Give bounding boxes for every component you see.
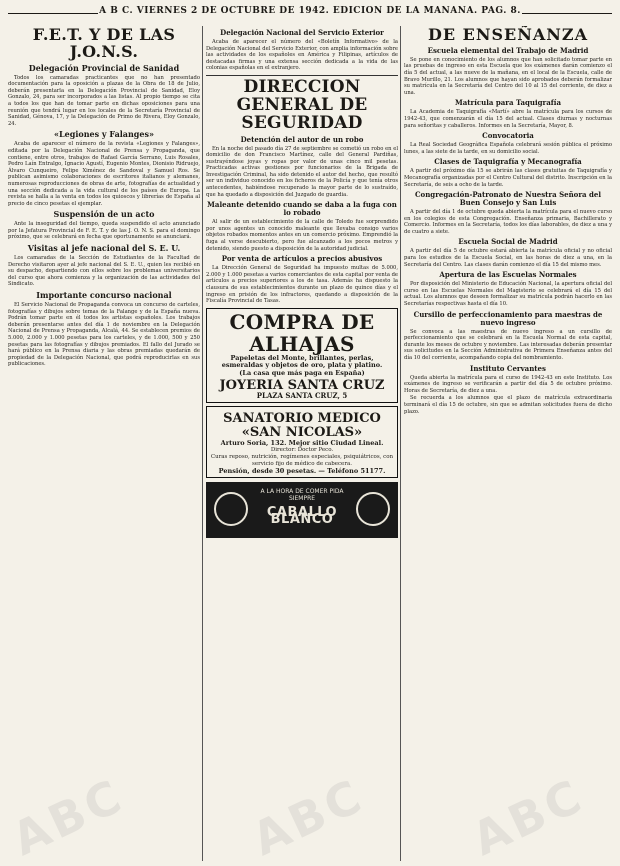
article-heading: Apertura de las Escuelas Normales xyxy=(439,270,577,280)
ad-sanatorium-name: SANATORIO MEDICO «SAN NICOLAS» xyxy=(223,410,381,440)
article-heading: Clases de Taquigrafía y Mecanografía xyxy=(434,157,582,167)
article-body: El Servicio Nacional de Propaganda convoca un concurso de carteles, fotografías y dibujos sobre temas de la Falange y de la España nueva. Podrán tomar parte en él todos los artistas españoles. Los trabajos deberán presentarse antes del día 1 de noviembre en la Delegación Nacional de Prensa y Propaganda, Alcalá, 44. Se establecen premios de 5.000, 2.000 y 1.000 pesetas para los carteles, y de 1.000, 500 y 250 pesetas para las fotografías y dibujos premiados. El fallo del Jurado se hará público en la Prensa diaria y las obras premiadas quedarán de propiedad de la Delegación Nacional, que podrá reproducirlas en sus publicaciones. xyxy=(8,302,200,368)
article-heading: Instituto Cervantes xyxy=(470,363,546,373)
ad-brand: CABALLO BLANCO xyxy=(266,505,338,527)
column-left xyxy=(8,26,200,861)
article-heading: Congregación-Patronato de Nuestra Señora del Buen Consejo y San Luis xyxy=(414,190,602,208)
article-body: Se recuerda a los alumnos que el plazo de matrícula extraordinaria terminará el día 15 de octubre, sin que se admitan solicitudes fuera de dicho plazo. xyxy=(404,395,612,415)
article-heading: Detención del autor de un robo xyxy=(240,134,364,144)
ad-tagline: (La casa que más paga en España) xyxy=(239,368,365,377)
article-heading: «Legiones y Falanges» xyxy=(54,129,154,140)
ad-description: Curas reposo, nutrición, regímenes especiales, psiquiátricos, con servicio fijo de médico de cabecera. xyxy=(210,454,394,467)
watermark: ABC xyxy=(464,767,593,866)
header-rule-right xyxy=(522,13,612,14)
advertisement-jewelry xyxy=(206,308,398,403)
ad-store-name: JOYERIA SANTA CRUZ xyxy=(219,378,385,394)
advertisement-sanatorium xyxy=(206,406,398,478)
article-heading: Escuela Social de Madrid xyxy=(458,237,558,247)
column-divider xyxy=(400,26,401,861)
article-heading: Delegación Nacional del Servicio Exterior xyxy=(220,28,384,37)
article-heading: Maleante detenido cuando se daba a la fuga con lo robado xyxy=(207,200,397,218)
article-heading: Escuela elemental del Trabajo de Madrid xyxy=(427,45,589,55)
article-body: Acaba de aparecer el número del «Boletín Informativo» de la Delegación Nacional del Servicio Exterior, con amplia información sobre las actividades de los españoles en América y Filipinas, artículos de destacadas firmas y una extensa sección dedicada a la vida de las colonias españolas en el extranjero. xyxy=(206,39,398,72)
column-right xyxy=(404,26,612,861)
article-heading: Visitas al jefe nacional del S. E. U. xyxy=(27,243,181,254)
article-heading: Por venta de artículos a precios abusivos xyxy=(221,254,383,264)
article-body: Queda abierta la matrícula para el curso de 1942-43 en este Instituto. Los exámenes de ingreso se verificarán a partir del día 5 de octubre próximo. Horas de Secretaría, de diez a una. xyxy=(404,374,612,394)
article-heading: Cursillo de perfeccionamiento para maestras de nuevo ingreso xyxy=(413,309,603,327)
article-body: Todos los camaradas practicantes que no han presentado documentación para la oposición a plazas de la Obra de 18 de Julio, deberán presentarla en la Delegación Provincial de Sanidad, Eloy Gonzalo, 24, para ser incorporados a las listas. Al propio tiempo se cita a todos los que han de tomar parte en dichas oposiciones para una reunión que tendrá lugar en los locales de la Secretaría Provincial de Sanidad, Génova, 17, y la Delegación de Primo de Rivera, Eloy Gonzalo, 24. xyxy=(8,74,200,127)
article-body: Los camaradas de la Sección de Estudiantes de la Facultad de Derecho visitaron ayer al jefe nacional del S. E. U., quien les recibió en su despacho, departiendo con ellos sobre los problemas universitarios del curso que ahora comienza y la organización de las actividades del Sindicato. xyxy=(8,255,200,288)
article-body: A partir del día 5 de octubre estará abierta la matrícula oficial y no oficial para los estudios de la Escuela Social, en las horas de diez a una, en la Secretaría del Centro. Las clases darán comienzo el día 15 del mismo mes. xyxy=(404,248,612,268)
article-body: Por disposición del Ministerio de Educación Nacional, la apertura oficial del curso en las Escuelas Normales del Magisterio se celebrará el día 15 del actual. Los alumnos que deseen formalizar su matrícula podrán hacerlo en las Secretarías respectivas hasta el día 10. xyxy=(404,281,612,308)
ad-slogan: A LA HORA DE COMER PIDA SIEMPRE xyxy=(260,488,344,503)
watermark: ABC xyxy=(244,767,373,866)
article-heading: Delegación Provincial de Sanidad xyxy=(28,62,180,73)
article-heading: Matrícula para Taquigrafía xyxy=(455,98,561,108)
watermark: ABC xyxy=(4,767,133,866)
section-title-ensenanza: DE ENSEÑANZA xyxy=(428,26,588,44)
ad-address: PLAZA SANTA CRUZ, 5 xyxy=(256,391,348,401)
column-divider xyxy=(202,26,203,861)
article-body: Acaba de aparecer el número de la revista «Legiones y Falanges», editada por la Delegación Nacional de Prensa y Propaganda, que contiene, entre otros, trabajos de Rafael García Serrano, Luis Rosales, Pedro Laín Entralgo, Ignacio Agustí, Eugenio Montes, Dionisio Ridruejo, Álvaro Cunqueiro, Felipe Ximénez de Sandoval y Samuel Ros. Se publican asimismo colaboraciones de escritores italianos y alemanes, numerosas reproducciones de obras de arte, fotografías de actualidad y una sección dedicada a la vida cultural de los países de Europa. La revista se halla a la venta en todos los quioscos y librerías de España al precio de cinco pesetas el ejemplar. xyxy=(8,141,200,207)
page-header xyxy=(0,6,620,20)
article-body: Se convoca a las maestras de nuevo ingreso a un cursillo de perfeccionamiento que se celebrará en la Escuela Normal de esta capital, durante los meses de octubre y noviembre. Las interesadas deberán presentar sus solicitudes en la Sección Administrativa de Primera Enseñanza antes del día 10 del corriente, acompañando copia del nombramiento. xyxy=(404,328,612,362)
advertisement-caballo-blanco xyxy=(206,482,398,538)
ad-director: Director: Doctor Peco. xyxy=(270,447,334,454)
divider xyxy=(206,75,398,76)
article-heading: Suspensión de un acto xyxy=(53,209,155,220)
column-center xyxy=(206,26,398,861)
header-rule-left xyxy=(8,13,98,14)
article-body: A partir del día 1 de octubre queda abierta la matrícula para el nuevo curso en los colegios de esta Congregación. Enseñanza primaria, Bachillerato y Comercio. Informes en la Secretaría, todos los días laborables, de diez a una y de cuatro a siete. xyxy=(404,209,612,235)
article-body: Al salir de un establecimiento de la calle de Toledo fue sorprendido por unos agentes un conocido maleante que llevaba consigo varios objetos robados momentos antes en un comercio próximo. Emprendió la fuga al verse descubierto, pero fue alcanzado a los pocos metros y detenido, siendo puesto a disposición de la autoridad judicial. xyxy=(206,219,398,252)
section-title-fet: F.E.T. Y DE LAS J.O.N.S. xyxy=(32,26,176,61)
section-title-seguridad: DIRECCION GENERAL DE SEGURIDAD xyxy=(236,76,368,133)
article-body: A partir del próximo día 15 se abrirán las clases gratuitas de Taquigrafía y Mecanografía organizadas por el Centro Cultural del distrito. Inscripción en la Secretaría, de seis a ocho de la tarde. xyxy=(404,168,612,188)
article-body: La Dirección General de Seguridad ha impuesto multas de 5.000, 2.000 y 1.000 pesetas a varios comerciantes de esta capital por venta de artículos a precios superiores a los de tasa. Además ha dispuesto la clausura de sus establecimientos durante un plazo de quince días y el ingreso en prisión de los infractores, quedando a disposición de la Fiscalía Provincial de Tasas. xyxy=(206,265,398,305)
ad-address: Arturo Soria, 132. Mejor sitio Ciudad Lineal. xyxy=(220,438,384,447)
article-body: En la noche del pasado día 27 de septiembre se cometió un robo en el domicilio de don Francisco Martínez, calle del General Pardiñas, sustrayéndose joyas y ropas por valor de unas cinco mil pesetas. Practicadas activas gestiones por funcionarios de la Brigada de Investigación Criminal, ha sido detenido el autor del hecho, que resultó ser un individuo conocido en los ficheros de la Policía y que tenía otros antecedentes, habiéndose recuperado la mayor parte de lo sustraído, que ha quedado a disposición del Juzgado de guardia. xyxy=(206,145,398,198)
article-body: Se pone en conocimiento de los alumnos que han solicitado tomar parte en las pruebas de ingreso en esta Escuela que los exámenes darán comienzo el día 5 del actual, a las nueve de la mañana, en el local de la Escuela, calle de Bravo Murillo, 21. Los alumnos que hayan sido aprobados deberán formalizar su matrícula en la Secretaría del Centro del 10 al 15 del corriente, de diez a una. xyxy=(404,56,612,96)
article-body: La Academia de Taquigrafía «Martí» abre la matrícula para los cursos de 1942-43, que comenzarán el día 15 del actual. Clases diurnas y nocturnas para señoritas y caballeros. Informes en la Secretaría, Mayor, 8. xyxy=(404,109,612,129)
article-body: La Real Sociedad Geográfica Española celebrará sesión pública el próximo lunes, a las siete de la tarde, en su domicilio social. xyxy=(404,142,612,155)
article-heading: Convocatoria xyxy=(482,131,534,141)
article-body: Ante la inseguridad del tiempo, queda suspendido el acto anunciado por la Jefatura Provincial de F. E. T. y de las J. O. N. S. para el domingo próximo, que se celebrará en fecha que oportunamente se anunciará. xyxy=(8,221,200,241)
header-text: A B C. VIERNES 2 DE OCTUBRE DE 1942. EDICION DE LA MAÑANA. PAG. 8. xyxy=(99,6,521,16)
ad-price: Pensión, desde 30 pesetas. — Teléfono 51177. xyxy=(218,466,386,475)
ad-title: COMPRA DE ALHAJAS xyxy=(229,309,375,356)
article-heading: Importante concurso nacional xyxy=(36,290,172,301)
emblem-icon xyxy=(356,492,390,526)
emblem-icon xyxy=(214,492,248,526)
ad-description: Papeletas del Monte, brillantes, perlas, esmeraldas y objetos de oro, plata y platino. xyxy=(221,353,383,370)
